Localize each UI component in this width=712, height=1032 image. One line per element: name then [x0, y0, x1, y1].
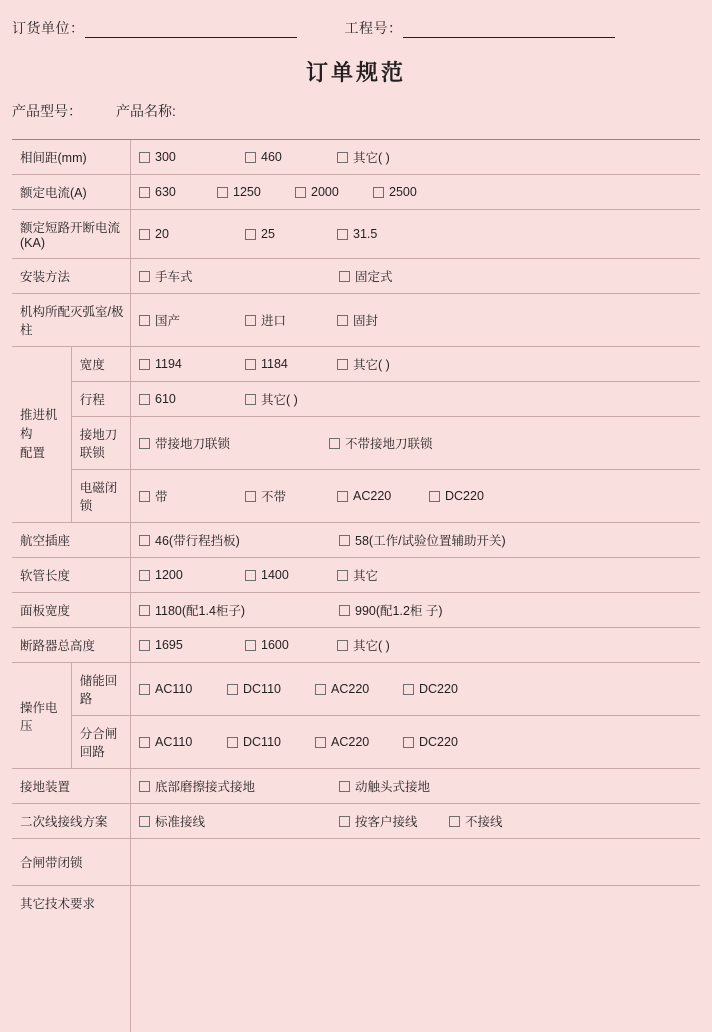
spec-table	[12, 139, 700, 1032]
row-options-aviation-socket	[131, 523, 701, 558]
checkbox-option[interactable]: 不带接地刀联锁	[329, 434, 433, 452]
product-fields-row	[12, 101, 700, 121]
checkbox-option[interactable]: 标准接线	[139, 812, 339, 830]
checkbox-icon[interactable]	[139, 605, 150, 616]
table-row	[12, 347, 700, 382]
table-row	[12, 628, 700, 663]
checkbox-icon[interactable]	[139, 640, 150, 651]
checkbox-icon[interactable]	[139, 684, 150, 695]
checkbox-icon[interactable]	[315, 684, 326, 695]
row-options-stroke	[131, 382, 701, 417]
row-options-close-open-circuit	[131, 716, 701, 769]
checkbox-icon[interactable]	[139, 271, 150, 282]
checkbox-option[interactable]: DC220	[403, 682, 458, 696]
checkbox-icon[interactable]	[139, 816, 150, 827]
checkbox-option[interactable]: 带接地刀联锁	[139, 434, 329, 452]
product-model-label: 产品型号：	[12, 103, 82, 119]
product-name-field[interactable]	[116, 101, 176, 121]
checkbox-icon[interactable]	[139, 535, 150, 546]
row-label-hose-length: 软管长度	[12, 558, 131, 593]
top-fields-row	[12, 0, 700, 38]
row-options-install-method	[131, 259, 701, 294]
order-unit-field[interactable]	[12, 18, 297, 38]
checkbox-option[interactable]: 1184	[245, 357, 337, 371]
row-label-rated-current: 额定电流(A)	[12, 175, 131, 210]
checkbox-icon[interactable]	[245, 394, 256, 405]
checkbox-icon[interactable]	[139, 491, 150, 502]
checkbox-icon[interactable]	[337, 315, 348, 326]
checkbox-option[interactable]: DC220	[403, 735, 458, 749]
checkbox-icon[interactable]	[217, 187, 228, 198]
table-row	[12, 417, 700, 470]
checkbox-icon[interactable]	[339, 605, 350, 616]
row-options-hose-length	[131, 558, 701, 593]
table-row	[12, 886, 700, 1032]
checkbox-option[interactable]: 固定式	[339, 267, 393, 285]
checkbox-icon[interactable]	[245, 570, 256, 581]
checkbox-option[interactable]: 进口	[245, 311, 337, 329]
checkbox-icon[interactable]	[139, 229, 150, 240]
row-label-secondary-wiring: 二次线接线方案	[12, 804, 131, 839]
row-label-operating-voltage: 操作电压	[12, 663, 71, 769]
checkbox-option[interactable]: 其它( )	[337, 636, 390, 654]
checkbox-option[interactable]: 不接线	[449, 812, 503, 830]
checkbox-option[interactable]: 带	[139, 487, 245, 505]
row-options-energy-circuit	[131, 663, 701, 716]
checkbox-option[interactable]: 1695	[139, 638, 245, 652]
table-row	[12, 593, 700, 628]
checkbox-option[interactable]: 固封	[337, 311, 378, 329]
row-label-breaker-height: 断路器总高度	[12, 628, 131, 663]
checkbox-option[interactable]: 20	[139, 227, 245, 241]
row-label-breaking-current: 额定短路开断电流(KA)	[12, 210, 131, 259]
checkbox-icon[interactable]	[245, 491, 256, 502]
checkbox-icon[interactable]	[139, 187, 150, 198]
sub-label-close-open-circuit: 分合闸回路	[71, 716, 130, 769]
checkbox-option[interactable]: AC220	[337, 489, 429, 503]
sub-label-stroke: 行程	[71, 382, 130, 417]
table-row	[12, 769, 700, 804]
sub-label-earth-interlock: 接地刀联锁	[71, 417, 130, 470]
checkbox-option[interactable]: 国产	[139, 311, 245, 329]
table-row	[12, 716, 700, 769]
table-row	[12, 259, 700, 294]
checkbox-option[interactable]: 2500	[373, 185, 417, 199]
checkbox-option[interactable]: 1400	[245, 568, 337, 582]
checkbox-option[interactable]: 动触头式接地	[339, 777, 430, 795]
table-row	[12, 558, 700, 593]
checkbox-option[interactable]: DC110	[227, 735, 315, 749]
checkbox-icon[interactable]	[339, 271, 350, 282]
checkbox-option[interactable]: 1250	[217, 185, 295, 199]
row-label-arc-chamber: 机构所配灭弧室/极柱	[12, 294, 131, 347]
table-row	[12, 210, 700, 259]
checkbox-option[interactable]: AC110	[139, 735, 227, 749]
checkbox-icon[interactable]	[339, 816, 350, 827]
project-no-field[interactable]	[345, 18, 615, 38]
checkbox-option[interactable]: 其它( )	[337, 355, 390, 373]
row-options-rated-current	[131, 175, 701, 210]
checkbox-option[interactable]: 1180(配1.4柜子)	[139, 601, 339, 619]
checkbox-option[interactable]: DC110	[227, 682, 315, 696]
project-no-input[interactable]	[403, 23, 615, 38]
checkbox-option[interactable]: 底部磨擦接式接地	[139, 777, 339, 795]
row-options-arc-chamber	[131, 294, 701, 347]
table-row	[12, 294, 700, 347]
product-name-label: 产品名称:	[116, 103, 176, 119]
row-label-phase-distance: 相间距(mm)	[12, 140, 131, 175]
checkbox-icon[interactable]	[139, 152, 150, 163]
table-row	[12, 470, 700, 523]
checkbox-icon[interactable]	[227, 684, 238, 695]
row-options-earth-interlock	[131, 417, 701, 470]
checkbox-icon[interactable]	[295, 187, 306, 198]
row-options-breaking-current	[131, 210, 701, 259]
checkbox-icon[interactable]	[245, 315, 256, 326]
table-row	[12, 382, 700, 417]
checkbox-option[interactable]: 其它( )	[337, 148, 390, 166]
sub-label-magnetic-lock: 电磁闭锁	[71, 470, 130, 523]
checkbox-icon[interactable]	[245, 152, 256, 163]
checkbox-icon[interactable]	[339, 535, 350, 546]
sub-label-width: 宽度	[71, 347, 130, 382]
table-row	[12, 839, 700, 886]
checkbox-icon[interactable]	[245, 359, 256, 370]
row-label-aviation-socket: 航空插座	[12, 523, 131, 558]
checkbox-icon[interactable]	[227, 737, 238, 748]
table-row	[12, 175, 700, 210]
page-title: 订单规范	[12, 56, 700, 87]
checkbox-icon[interactable]	[139, 394, 150, 405]
checkbox-option[interactable]: AC220	[315, 735, 403, 749]
checkbox-option[interactable]: 1600	[245, 638, 337, 652]
checkbox-option[interactable]: DC220	[429, 489, 484, 503]
checkbox-icon[interactable]	[329, 438, 340, 449]
checkbox-option[interactable]: 2000	[295, 185, 373, 199]
checkbox-icon[interactable]	[315, 737, 326, 748]
checkbox-icon[interactable]	[337, 640, 348, 651]
checkbox-icon[interactable]	[139, 781, 150, 792]
checkbox-option[interactable]: 25	[245, 227, 337, 241]
order-unit-input[interactable]	[85, 23, 297, 38]
checkbox-icon[interactable]	[337, 570, 348, 581]
row-options-earthing-device	[131, 769, 701, 804]
order-unit-label: 订货单位：	[12, 18, 85, 38]
checkbox-icon[interactable]	[449, 816, 460, 827]
checkbox-icon[interactable]	[403, 684, 414, 695]
checkbox-option[interactable]: 630	[139, 185, 217, 199]
project-no-label: 工程号：	[345, 18, 403, 38]
checkbox-option[interactable]: 460	[245, 150, 337, 164]
checkbox-option[interactable]: 58(工作/试验位置辅助开关)	[339, 531, 506, 549]
row-options-other-requirements[interactable]	[131, 886, 701, 1032]
row-options-breaker-height	[131, 628, 701, 663]
row-options-panel-width	[131, 593, 701, 628]
checkbox-option[interactable]: 手车式	[139, 267, 339, 285]
checkbox-option[interactable]: 990(配1.2柜 子)	[339, 601, 443, 619]
checkbox-option[interactable]: 46(带行程挡板)	[139, 531, 339, 549]
table-row	[12, 140, 700, 175]
checkbox-option[interactable]: 610	[139, 392, 245, 406]
row-options-width	[131, 347, 701, 382]
checkbox-icon[interactable]	[139, 438, 150, 449]
checkbox-icon[interactable]	[373, 187, 384, 198]
checkbox-icon[interactable]	[139, 737, 150, 748]
checkbox-option[interactable]: 31.5	[337, 227, 377, 241]
checkbox-icon[interactable]	[337, 359, 348, 370]
checkbox-icon[interactable]	[139, 359, 150, 370]
checkbox-option[interactable]: 1194	[139, 357, 245, 371]
checkbox-icon[interactable]	[139, 315, 150, 326]
checkbox-option[interactable]: 1200	[139, 568, 245, 582]
row-label-earthing-device: 接地装置	[12, 769, 131, 804]
checkbox-option[interactable]: 其它	[337, 566, 378, 584]
table-row	[12, 663, 700, 716]
sub-label-energy-circuit: 储能回路	[71, 663, 130, 716]
checkbox-icon[interactable]	[403, 737, 414, 748]
row-label-close-with-lock: 合闸带闭锁	[12, 839, 131, 886]
checkbox-icon[interactable]	[337, 152, 348, 163]
row-options-phase-distance	[131, 140, 701, 175]
table-row	[12, 523, 700, 558]
product-model-field[interactable]	[12, 101, 82, 121]
checkbox-option[interactable]: AC110	[139, 682, 227, 696]
checkbox-icon[interactable]	[139, 570, 150, 581]
checkbox-option[interactable]: 不带	[245, 487, 337, 505]
checkbox-option[interactable]: 其它( )	[245, 390, 298, 408]
row-options-magnetic-lock	[131, 470, 701, 523]
row-options-secondary-wiring	[131, 804, 701, 839]
row-label-panel-width: 面板宽度	[12, 593, 131, 628]
checkbox-option[interactable]: AC220	[315, 682, 403, 696]
checkbox-option[interactable]: 按客户接线	[339, 812, 449, 830]
row-label-install-method: 安装方法	[12, 259, 131, 294]
row-options-close-with-lock[interactable]	[131, 839, 701, 886]
checkbox-option[interactable]: 300	[139, 150, 245, 164]
row-label-push-mechanism: 推进机构 配置	[12, 347, 71, 523]
checkbox-icon[interactable]	[337, 491, 348, 502]
checkbox-icon[interactable]	[339, 781, 350, 792]
table-row	[12, 804, 700, 839]
row-label-other-requirements: 其它技术要求	[12, 886, 131, 1032]
checkbox-icon[interactable]	[337, 229, 348, 240]
checkbox-icon[interactable]	[245, 640, 256, 651]
checkbox-icon[interactable]	[245, 229, 256, 240]
checkbox-icon[interactable]	[429, 491, 440, 502]
